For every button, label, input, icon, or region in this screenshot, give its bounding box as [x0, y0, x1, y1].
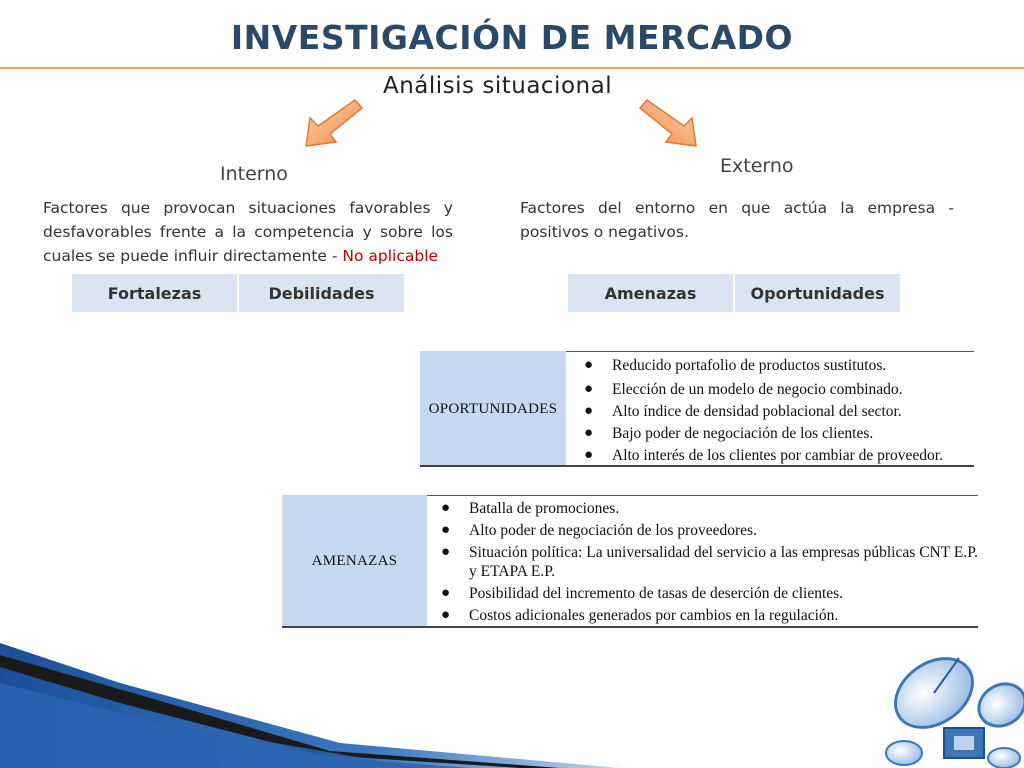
oportunidades-cell: Oportunidades: [734, 273, 901, 313]
externo-paragraph: Factores del entorno en que actúa la empresa - positivos o negativos.: [520, 199, 954, 241]
amenazas-label: AMENAZAS: [282, 495, 427, 628]
satellite-dish-icon: [874, 633, 1024, 768]
interno-table: [70, 272, 406, 314]
not-applicable-text: No aplicable: [342, 247, 439, 265]
amenazas-box: [282, 495, 978, 628]
list-item: ● Batalla de promociones.: [441, 500, 620, 517]
list-item: ● Alto índice de densidad poblacional del sector.: [584, 403, 902, 420]
interno-heading: Interno: [220, 163, 288, 185]
oportunidades-list: [570, 356, 974, 465]
slide-title: INVESTIGACIÓN DE MERCADO: [230, 18, 794, 57]
amenazas-cell: Amenazas: [567, 273, 734, 313]
interno-paragraph: [43, 196, 453, 268]
slide-subtitle: Análisis situacional: [383, 73, 613, 99]
list-item: ● Bajo poder de negociación de los clientes.: [584, 425, 874, 442]
list-item: ● Reducido portafolio de productos sustitutos.: [584, 357, 887, 374]
fortalezas-cell: Fortalezas: [71, 273, 238, 313]
list-item: ● Alto poder de negociación de los proveedores.: [441, 522, 757, 539]
list-item: ● Situación política: La universalidad del servicio a las empresas públicas CNT E.P. y ETAPA E.P.: [441, 544, 978, 580]
debilidades-cell: Debilidades: [238, 273, 405, 313]
externo-heading: Externo: [720, 155, 794, 177]
oportunidades-label: OPORTUNIDADES: [420, 351, 566, 467]
arrow-down-left-icon: [300, 96, 366, 152]
amenazas-list: [427, 499, 978, 625]
list-item: ● Costos adicionales generados por cambios en la regulación.: [441, 607, 839, 624]
oportunidades-box: [420, 351, 974, 467]
list-item: ● Elección de un modelo de negocio combinado.: [584, 381, 903, 398]
arrow-down-right-icon: [636, 96, 702, 152]
box-bottom-border: [282, 626, 978, 628]
decorative-wave-graphic: [0, 643, 620, 768]
interno-paragraph-text: Factores que provocan situaciones favorables y desfavorables frente a la competencia y sobre los cuales se puede influir directamente -: [43, 199, 453, 265]
externo-table: [566, 272, 902, 314]
list-item: ● Posibilidad del incremento de tasas de deserción de clientes.: [441, 585, 844, 602]
title-divider: [0, 67, 1024, 69]
box-bottom-border: [420, 465, 974, 467]
list-item: ● Alto interés de los clientes por cambiar de proveedor.: [584, 447, 943, 464]
